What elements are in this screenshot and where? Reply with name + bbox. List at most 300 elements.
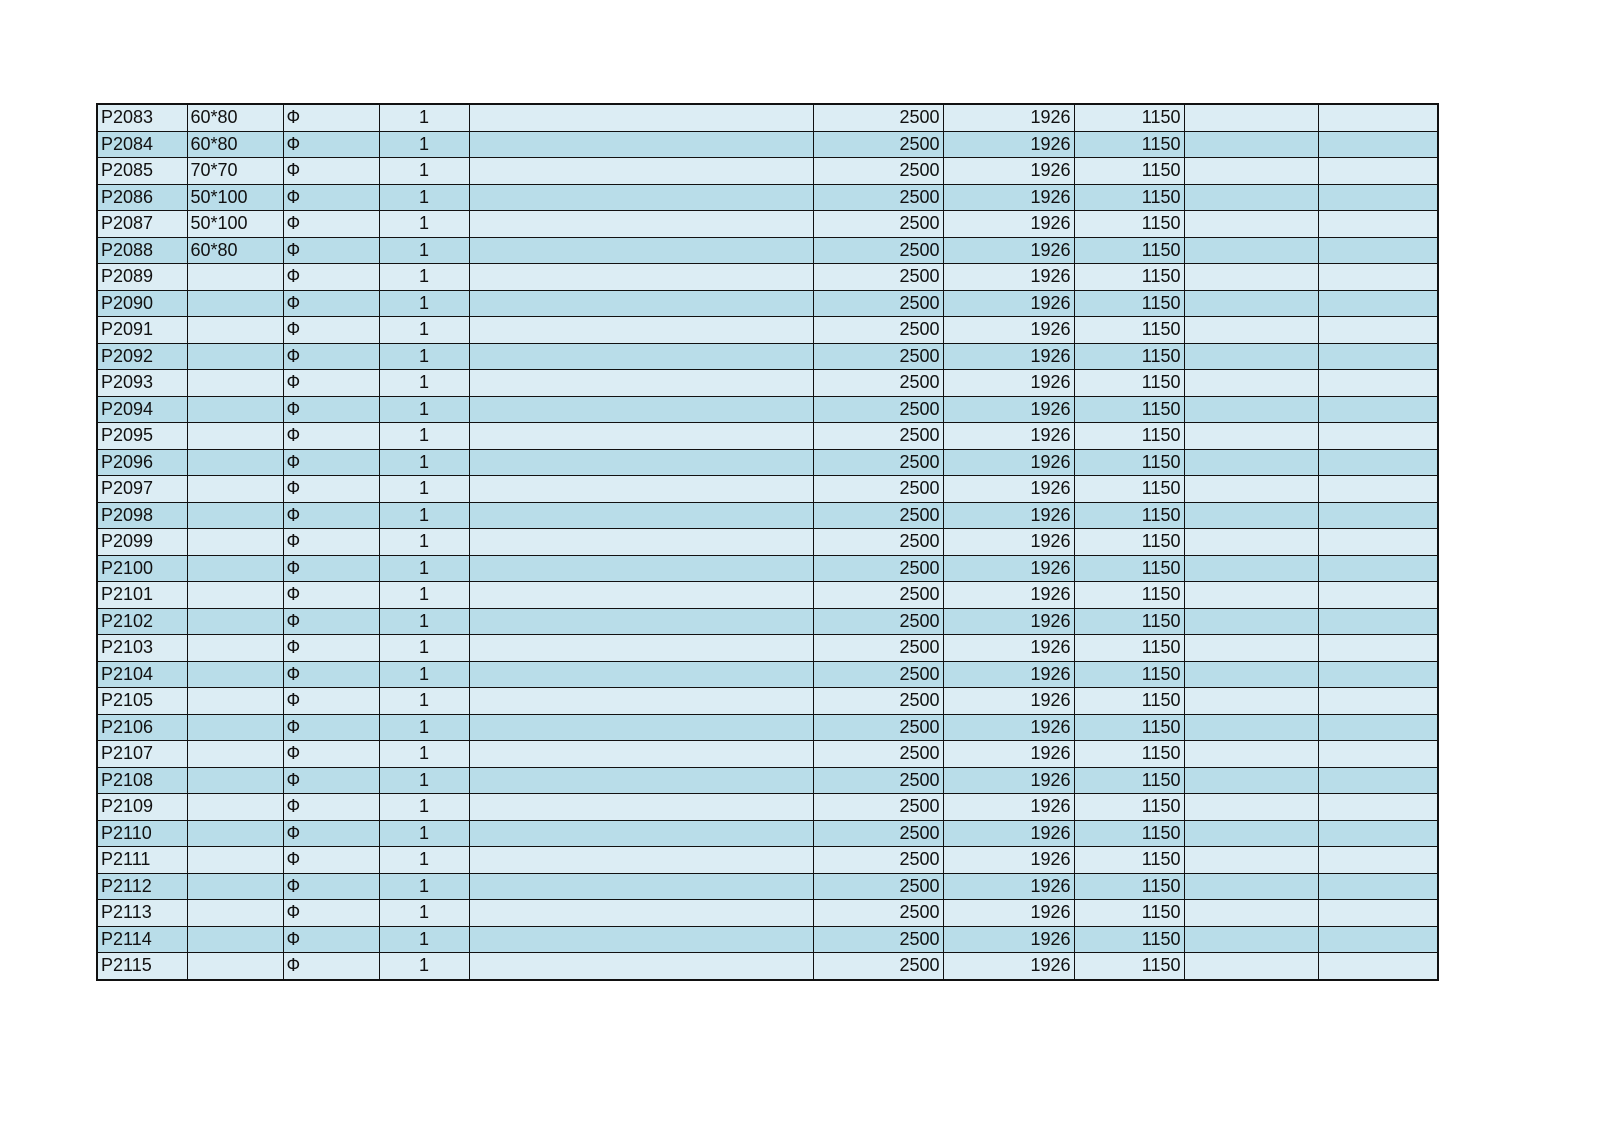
cell-code[interactable]: P2089 — [97, 264, 187, 291]
cell-value-3[interactable]: 1150 — [1074, 529, 1184, 556]
cell-code[interactable]: P2093 — [97, 370, 187, 397]
cell-value-1[interactable]: 2500 — [813, 104, 943, 131]
cell-code[interactable]: P2102 — [97, 608, 187, 635]
cell-value-1[interactable]: 2500 — [813, 926, 943, 953]
cell-value-2[interactable]: 1926 — [943, 476, 1074, 503]
cell-value-1[interactable]: 2500 — [813, 317, 943, 344]
cell-size[interactable] — [187, 343, 283, 370]
cell-value-3[interactable]: 1150 — [1074, 794, 1184, 821]
cell-qty[interactable]: 1 — [379, 264, 469, 291]
cell-code[interactable]: P2087 — [97, 211, 187, 238]
cell-type[interactable]: Ф — [283, 873, 379, 900]
cell-type[interactable]: Ф — [283, 741, 379, 768]
cell-value-3[interactable]: 1150 — [1074, 820, 1184, 847]
cell-size[interactable]: 60*80 — [187, 237, 283, 264]
cell-value-2[interactable]: 1926 — [943, 104, 1074, 131]
cell-type[interactable]: Ф — [283, 449, 379, 476]
cell-extra-1[interactable] — [1184, 688, 1318, 715]
cell-value-2[interactable]: 1926 — [943, 900, 1074, 927]
cell-description[interactable] — [469, 688, 813, 715]
cell-size[interactable] — [187, 661, 283, 688]
cell-value-1[interactable]: 2500 — [813, 741, 943, 768]
cell-extra-2[interactable] — [1318, 794, 1438, 821]
cell-size[interactable] — [187, 396, 283, 423]
cell-value-3[interactable]: 1150 — [1074, 555, 1184, 582]
cell-value-1[interactable]: 2500 — [813, 502, 943, 529]
cell-qty[interactable]: 1 — [379, 582, 469, 609]
cell-qty[interactable]: 1 — [379, 184, 469, 211]
cell-value-1[interactable]: 2500 — [813, 688, 943, 715]
cell-extra-1[interactable] — [1184, 449, 1318, 476]
cell-code[interactable]: P2095 — [97, 423, 187, 450]
cell-qty[interactable]: 1 — [379, 847, 469, 874]
cell-qty[interactable]: 1 — [379, 820, 469, 847]
cell-extra-2[interactable] — [1318, 900, 1438, 927]
cell-extra-2[interactable] — [1318, 926, 1438, 953]
cell-extra-1[interactable] — [1184, 396, 1318, 423]
cell-extra-1[interactable] — [1184, 264, 1318, 291]
cell-extra-2[interactable] — [1318, 767, 1438, 794]
cell-extra-1[interactable] — [1184, 370, 1318, 397]
cell-extra-2[interactable] — [1318, 688, 1438, 715]
cell-code[interactable]: P2111 — [97, 847, 187, 874]
cell-extra-2[interactable] — [1318, 131, 1438, 158]
cell-type[interactable]: Ф — [283, 555, 379, 582]
cell-code[interactable]: P2097 — [97, 476, 187, 503]
cell-size[interactable] — [187, 926, 283, 953]
cell-size[interactable]: 50*100 — [187, 211, 283, 238]
cell-code[interactable]: P2094 — [97, 396, 187, 423]
cell-value-1[interactable]: 2500 — [813, 555, 943, 582]
cell-value-2[interactable]: 1926 — [943, 529, 1074, 556]
cell-description[interactable] — [469, 290, 813, 317]
cell-type[interactable]: Ф — [283, 264, 379, 291]
cell-value-2[interactable]: 1926 — [943, 237, 1074, 264]
cell-value-1[interactable]: 2500 — [813, 396, 943, 423]
cell-code[interactable]: P2109 — [97, 794, 187, 821]
cell-size[interactable] — [187, 688, 283, 715]
cell-value-1[interactable]: 2500 — [813, 820, 943, 847]
cell-qty[interactable]: 1 — [379, 794, 469, 821]
cell-type[interactable]: Ф — [283, 370, 379, 397]
cell-value-3[interactable]: 1150 — [1074, 688, 1184, 715]
cell-size[interactable] — [187, 714, 283, 741]
cell-extra-2[interactable] — [1318, 529, 1438, 556]
cell-size[interactable] — [187, 873, 283, 900]
cell-extra-2[interactable] — [1318, 714, 1438, 741]
cell-extra-1[interactable] — [1184, 343, 1318, 370]
cell-value-1[interactable]: 2500 — [813, 423, 943, 450]
cell-code[interactable]: P2101 — [97, 582, 187, 609]
cell-value-3[interactable]: 1150 — [1074, 317, 1184, 344]
cell-size[interactable] — [187, 290, 283, 317]
cell-value-3[interactable]: 1150 — [1074, 211, 1184, 238]
cell-value-3[interactable]: 1150 — [1074, 370, 1184, 397]
cell-type[interactable]: Ф — [283, 290, 379, 317]
cell-size[interactable] — [187, 900, 283, 927]
cell-extra-2[interactable] — [1318, 661, 1438, 688]
cell-size[interactable] — [187, 820, 283, 847]
cell-type[interactable]: Ф — [283, 767, 379, 794]
cell-qty[interactable]: 1 — [379, 449, 469, 476]
cell-extra-2[interactable] — [1318, 184, 1438, 211]
cell-type[interactable]: Ф — [283, 343, 379, 370]
cell-size[interactable] — [187, 449, 283, 476]
cell-qty[interactable]: 1 — [379, 608, 469, 635]
cell-value-1[interactable]: 2500 — [813, 873, 943, 900]
cell-size[interactable] — [187, 608, 283, 635]
cell-qty[interactable]: 1 — [379, 211, 469, 238]
cell-code[interactable]: P2113 — [97, 900, 187, 927]
cell-size[interactable] — [187, 476, 283, 503]
cell-size[interactable] — [187, 317, 283, 344]
cell-type[interactable]: Ф — [283, 608, 379, 635]
cell-qty[interactable]: 1 — [379, 635, 469, 662]
cell-type[interactable]: Ф — [283, 476, 379, 503]
cell-value-2[interactable]: 1926 — [943, 635, 1074, 662]
cell-type[interactable]: Ф — [283, 104, 379, 131]
cell-type[interactable]: Ф — [283, 237, 379, 264]
cell-value-1[interactable]: 2500 — [813, 370, 943, 397]
cell-extra-1[interactable] — [1184, 714, 1318, 741]
cell-value-1[interactable]: 2500 — [813, 661, 943, 688]
cell-extra-2[interactable] — [1318, 449, 1438, 476]
cell-extra-1[interactable] — [1184, 237, 1318, 264]
cell-description[interactable] — [469, 953, 813, 980]
cell-value-2[interactable]: 1926 — [943, 847, 1074, 874]
cell-value-3[interactable]: 1150 — [1074, 237, 1184, 264]
cell-value-1[interactable]: 2500 — [813, 767, 943, 794]
cell-size[interactable]: 70*70 — [187, 158, 283, 185]
cell-description[interactable] — [469, 582, 813, 609]
cell-description[interactable] — [469, 264, 813, 291]
cell-description[interactable] — [469, 343, 813, 370]
cell-size[interactable] — [187, 635, 283, 662]
cell-extra-1[interactable] — [1184, 635, 1318, 662]
cell-code[interactable]: P2112 — [97, 873, 187, 900]
cell-description[interactable] — [469, 529, 813, 556]
cell-value-3[interactable]: 1150 — [1074, 635, 1184, 662]
cell-extra-1[interactable] — [1184, 184, 1318, 211]
cell-code[interactable]: P2088 — [97, 237, 187, 264]
cell-extra-2[interactable] — [1318, 608, 1438, 635]
cell-description[interactable] — [469, 900, 813, 927]
cell-type[interactable]: Ф — [283, 847, 379, 874]
cell-value-2[interactable]: 1926 — [943, 502, 1074, 529]
cell-value-3[interactable]: 1150 — [1074, 900, 1184, 927]
cell-description[interactable] — [469, 211, 813, 238]
cell-extra-1[interactable] — [1184, 794, 1318, 821]
cell-value-1[interactable]: 2500 — [813, 608, 943, 635]
cell-type[interactable]: Ф — [283, 820, 379, 847]
cell-extra-2[interactable] — [1318, 741, 1438, 768]
cell-value-1[interactable]: 2500 — [813, 794, 943, 821]
cell-value-3[interactable]: 1150 — [1074, 476, 1184, 503]
cell-value-3[interactable]: 1150 — [1074, 131, 1184, 158]
cell-size[interactable] — [187, 767, 283, 794]
cell-code[interactable]: P2103 — [97, 635, 187, 662]
cell-description[interactable] — [469, 396, 813, 423]
cell-qty[interactable]: 1 — [379, 529, 469, 556]
cell-extra-2[interactable] — [1318, 847, 1438, 874]
cell-type[interactable]: Ф — [283, 396, 379, 423]
cell-extra-1[interactable] — [1184, 529, 1318, 556]
cell-qty[interactable]: 1 — [379, 370, 469, 397]
cell-value-1[interactable]: 2500 — [813, 184, 943, 211]
cell-value-1[interactable]: 2500 — [813, 900, 943, 927]
cell-size[interactable] — [187, 847, 283, 874]
cell-extra-2[interactable] — [1318, 423, 1438, 450]
cell-value-2[interactable]: 1926 — [943, 873, 1074, 900]
cell-code[interactable]: P2099 — [97, 529, 187, 556]
cell-type[interactable]: Ф — [283, 502, 379, 529]
cell-value-2[interactable]: 1926 — [943, 767, 1074, 794]
cell-type[interactable]: Ф — [283, 211, 379, 238]
cell-value-2[interactable]: 1926 — [943, 582, 1074, 609]
cell-type[interactable]: Ф — [283, 317, 379, 344]
cell-size[interactable] — [187, 582, 283, 609]
cell-type[interactable]: Ф — [283, 423, 379, 450]
cell-extra-2[interactable] — [1318, 476, 1438, 503]
cell-extra-2[interactable] — [1318, 555, 1438, 582]
cell-qty[interactable]: 1 — [379, 661, 469, 688]
cell-value-3[interactable]: 1150 — [1074, 661, 1184, 688]
cell-code[interactable]: P2083 — [97, 104, 187, 131]
cell-type[interactable]: Ф — [283, 131, 379, 158]
cell-size[interactable] — [187, 953, 283, 980]
cell-value-3[interactable]: 1150 — [1074, 104, 1184, 131]
cell-extra-1[interactable] — [1184, 423, 1318, 450]
cell-qty[interactable]: 1 — [379, 953, 469, 980]
cell-value-1[interactable]: 2500 — [813, 635, 943, 662]
cell-value-3[interactable]: 1150 — [1074, 158, 1184, 185]
cell-extra-1[interactable] — [1184, 582, 1318, 609]
cell-qty[interactable]: 1 — [379, 714, 469, 741]
cell-qty[interactable]: 1 — [379, 873, 469, 900]
cell-extra-1[interactable] — [1184, 290, 1318, 317]
cell-value-3[interactable]: 1150 — [1074, 741, 1184, 768]
cell-size[interactable] — [187, 555, 283, 582]
cell-description[interactable] — [469, 237, 813, 264]
cell-extra-1[interactable] — [1184, 317, 1318, 344]
cell-extra-2[interactable] — [1318, 582, 1438, 609]
cell-description[interactable] — [469, 873, 813, 900]
cell-value-1[interactable]: 2500 — [813, 211, 943, 238]
cell-value-2[interactable]: 1926 — [943, 688, 1074, 715]
cell-code[interactable]: P2110 — [97, 820, 187, 847]
cell-value-2[interactable]: 1926 — [943, 158, 1074, 185]
cell-code[interactable]: P2098 — [97, 502, 187, 529]
cell-extra-2[interactable] — [1318, 635, 1438, 662]
cell-description[interactable] — [469, 449, 813, 476]
cell-extra-2[interactable] — [1318, 370, 1438, 397]
cell-extra-1[interactable] — [1184, 661, 1318, 688]
cell-value-2[interactable]: 1926 — [943, 555, 1074, 582]
cell-value-2[interactable]: 1926 — [943, 264, 1074, 291]
cell-qty[interactable]: 1 — [379, 476, 469, 503]
cell-extra-2[interactable] — [1318, 264, 1438, 291]
cell-description[interactable] — [469, 131, 813, 158]
cell-extra-1[interactable] — [1184, 741, 1318, 768]
cell-value-3[interactable]: 1150 — [1074, 264, 1184, 291]
cell-size[interactable] — [187, 423, 283, 450]
cell-value-1[interactable]: 2500 — [813, 847, 943, 874]
cell-description[interactable] — [469, 423, 813, 450]
cell-size[interactable]: 60*80 — [187, 104, 283, 131]
cell-code[interactable]: P2114 — [97, 926, 187, 953]
cell-value-3[interactable]: 1150 — [1074, 608, 1184, 635]
cell-code[interactable]: P2108 — [97, 767, 187, 794]
cell-value-2[interactable]: 1926 — [943, 926, 1074, 953]
cell-qty[interactable]: 1 — [379, 158, 469, 185]
cell-code[interactable]: P2090 — [97, 290, 187, 317]
cell-extra-1[interactable] — [1184, 953, 1318, 980]
cell-description[interactable] — [469, 661, 813, 688]
cell-code[interactable]: P2115 — [97, 953, 187, 980]
cell-size[interactable] — [187, 794, 283, 821]
cell-extra-1[interactable] — [1184, 104, 1318, 131]
cell-value-1[interactable]: 2500 — [813, 343, 943, 370]
cell-qty[interactable]: 1 — [379, 741, 469, 768]
cell-code[interactable]: P2096 — [97, 449, 187, 476]
cell-type[interactable]: Ф — [283, 158, 379, 185]
cell-extra-2[interactable] — [1318, 158, 1438, 185]
cell-value-2[interactable]: 1926 — [943, 423, 1074, 450]
cell-value-1[interactable]: 2500 — [813, 290, 943, 317]
cell-code[interactable]: P2100 — [97, 555, 187, 582]
cell-description[interactable] — [469, 184, 813, 211]
cell-type[interactable]: Ф — [283, 582, 379, 609]
cell-value-3[interactable]: 1150 — [1074, 714, 1184, 741]
cell-value-3[interactable]: 1150 — [1074, 847, 1184, 874]
cell-value-1[interactable]: 2500 — [813, 582, 943, 609]
cell-code[interactable]: P2092 — [97, 343, 187, 370]
cell-type[interactable]: Ф — [283, 529, 379, 556]
cell-description[interactable] — [469, 317, 813, 344]
cell-qty[interactable]: 1 — [379, 926, 469, 953]
cell-size[interactable] — [187, 264, 283, 291]
cell-value-1[interactable]: 2500 — [813, 529, 943, 556]
cell-value-3[interactable]: 1150 — [1074, 449, 1184, 476]
cell-description[interactable] — [469, 926, 813, 953]
cell-description[interactable] — [469, 767, 813, 794]
cell-description[interactable] — [469, 476, 813, 503]
cell-value-2[interactable]: 1926 — [943, 953, 1074, 980]
cell-qty[interactable]: 1 — [379, 290, 469, 317]
cell-description[interactable] — [469, 635, 813, 662]
cell-value-2[interactable]: 1926 — [943, 396, 1074, 423]
cell-value-3[interactable]: 1150 — [1074, 873, 1184, 900]
cell-extra-1[interactable] — [1184, 608, 1318, 635]
cell-value-3[interactable]: 1150 — [1074, 953, 1184, 980]
cell-qty[interactable]: 1 — [379, 343, 469, 370]
cell-value-2[interactable]: 1926 — [943, 343, 1074, 370]
cell-extra-1[interactable] — [1184, 926, 1318, 953]
cell-extra-2[interactable] — [1318, 290, 1438, 317]
cell-type[interactable]: Ф — [283, 900, 379, 927]
cell-description[interactable] — [469, 370, 813, 397]
cell-description[interactable] — [469, 847, 813, 874]
cell-value-3[interactable]: 1150 — [1074, 396, 1184, 423]
cell-value-3[interactable]: 1150 — [1074, 926, 1184, 953]
cell-size[interactable] — [187, 529, 283, 556]
cell-extra-2[interactable] — [1318, 104, 1438, 131]
cell-extra-2[interactable] — [1318, 237, 1438, 264]
cell-value-3[interactable]: 1150 — [1074, 423, 1184, 450]
cell-description[interactable] — [469, 714, 813, 741]
cell-extra-1[interactable] — [1184, 900, 1318, 927]
cell-code[interactable]: P2106 — [97, 714, 187, 741]
cell-type[interactable]: Ф — [283, 714, 379, 741]
cell-value-1[interactable]: 2500 — [813, 131, 943, 158]
cell-value-2[interactable]: 1926 — [943, 820, 1074, 847]
cell-size[interactable] — [187, 370, 283, 397]
cell-qty[interactable]: 1 — [379, 396, 469, 423]
cell-extra-1[interactable] — [1184, 158, 1318, 185]
cell-qty[interactable]: 1 — [379, 237, 469, 264]
cell-code[interactable]: P2091 — [97, 317, 187, 344]
cell-extra-2[interactable] — [1318, 343, 1438, 370]
cell-value-2[interactable]: 1926 — [943, 290, 1074, 317]
cell-size[interactable] — [187, 741, 283, 768]
cell-extra-1[interactable] — [1184, 211, 1318, 238]
cell-qty[interactable]: 1 — [379, 767, 469, 794]
cell-extra-1[interactable] — [1184, 820, 1318, 847]
cell-value-1[interactable]: 2500 — [813, 449, 943, 476]
cell-value-2[interactable]: 1926 — [943, 317, 1074, 344]
cell-type[interactable]: Ф — [283, 794, 379, 821]
cell-value-1[interactable]: 2500 — [813, 714, 943, 741]
cell-size[interactable]: 60*80 — [187, 131, 283, 158]
cell-value-2[interactable]: 1926 — [943, 211, 1074, 238]
cell-size[interactable]: 50*100 — [187, 184, 283, 211]
cell-extra-1[interactable] — [1184, 847, 1318, 874]
cell-type[interactable]: Ф — [283, 184, 379, 211]
cell-value-3[interactable]: 1150 — [1074, 767, 1184, 794]
cell-description[interactable] — [469, 741, 813, 768]
cell-value-2[interactable]: 1926 — [943, 184, 1074, 211]
cell-qty[interactable]: 1 — [379, 502, 469, 529]
cell-description[interactable] — [469, 502, 813, 529]
cell-value-1[interactable]: 2500 — [813, 953, 943, 980]
cell-value-3[interactable]: 1150 — [1074, 184, 1184, 211]
cell-qty[interactable]: 1 — [379, 317, 469, 344]
cell-value-2[interactable]: 1926 — [943, 449, 1074, 476]
cell-value-2[interactable]: 1926 — [943, 131, 1074, 158]
cell-value-1[interactable]: 2500 — [813, 237, 943, 264]
cell-qty[interactable]: 1 — [379, 423, 469, 450]
cell-qty[interactable]: 1 — [379, 131, 469, 158]
cell-extra-1[interactable] — [1184, 502, 1318, 529]
cell-qty[interactable]: 1 — [379, 900, 469, 927]
cell-description[interactable] — [469, 555, 813, 582]
cell-value-2[interactable]: 1926 — [943, 714, 1074, 741]
cell-value-2[interactable]: 1926 — [943, 370, 1074, 397]
cell-extra-2[interactable] — [1318, 953, 1438, 980]
cell-code[interactable]: P2105 — [97, 688, 187, 715]
cell-type[interactable]: Ф — [283, 635, 379, 662]
cell-extra-2[interactable] — [1318, 873, 1438, 900]
cell-description[interactable] — [469, 820, 813, 847]
cell-type[interactable]: Ф — [283, 926, 379, 953]
cell-value-2[interactable]: 1926 — [943, 608, 1074, 635]
cell-qty[interactable]: 1 — [379, 688, 469, 715]
cell-value-2[interactable]: 1926 — [943, 741, 1074, 768]
cell-value-3[interactable]: 1150 — [1074, 290, 1184, 317]
cell-description[interactable] — [469, 608, 813, 635]
cell-value-3[interactable]: 1150 — [1074, 582, 1184, 609]
cell-size[interactable] — [187, 502, 283, 529]
